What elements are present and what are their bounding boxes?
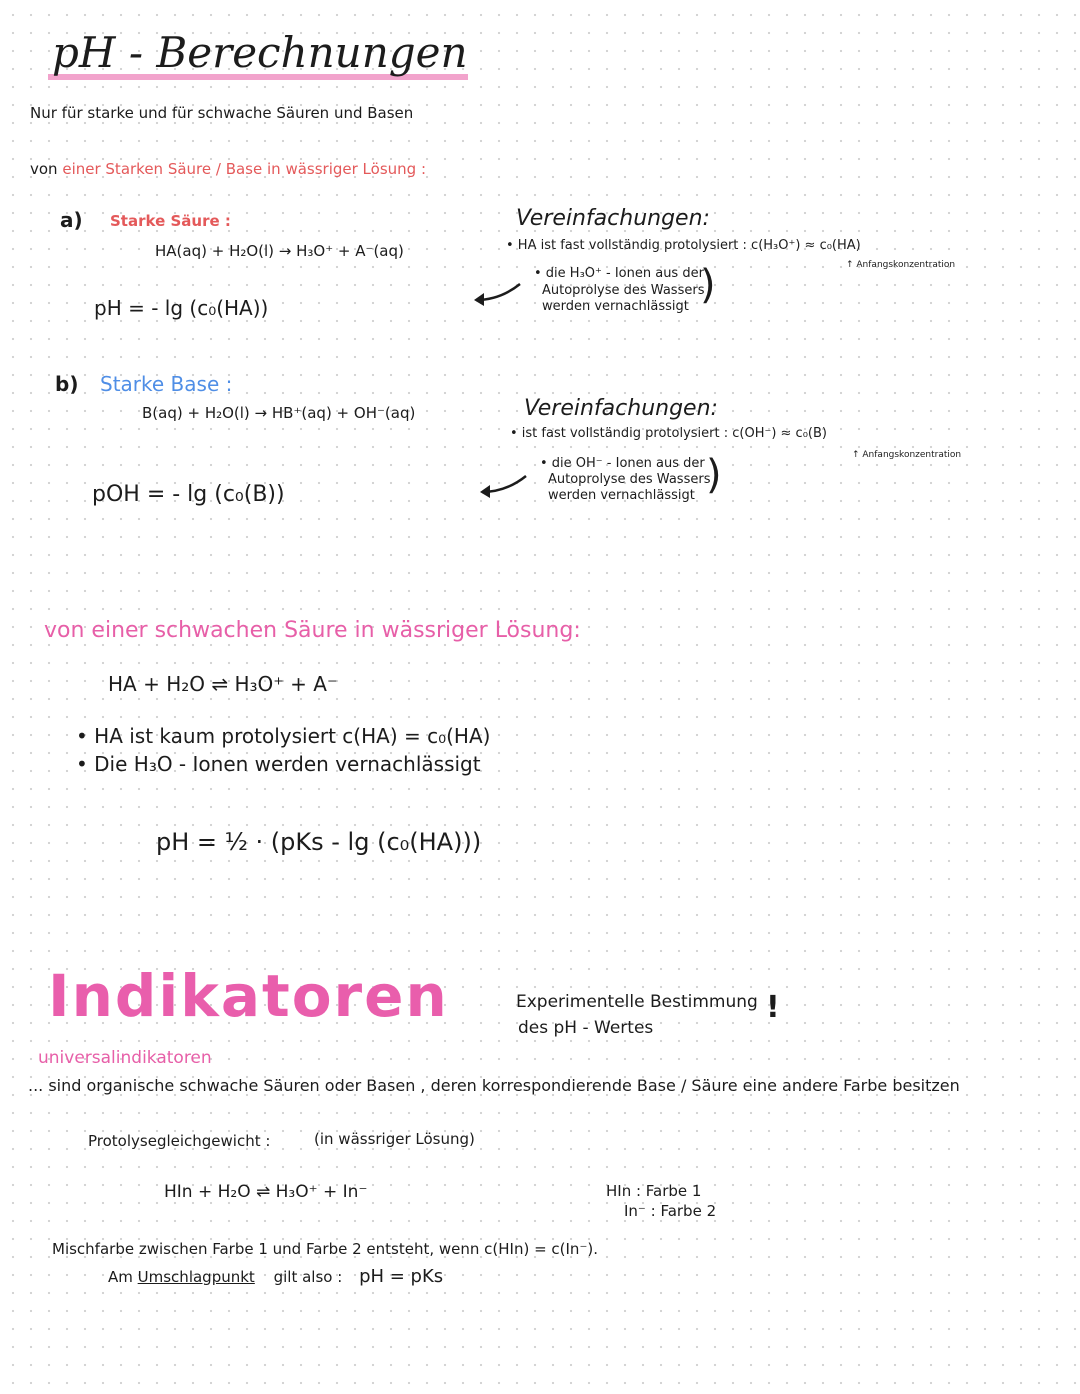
strong-acid-bullet2-line1: • die H₃O⁺ - Ionen aus der	[534, 266, 704, 281]
indicators-subheading: universalindikatoren	[38, 1048, 212, 1068]
strong-base-bullet2-line3: werden vernachlässigt	[548, 488, 695, 503]
curved-arrow-icon	[470, 278, 530, 308]
strong-acid-bracket: )	[700, 262, 716, 308]
strong-acid-marker: a)	[60, 208, 83, 232]
equilibrium-note: (in wässriger Lösung)	[314, 1130, 475, 1148]
strong-base-bullet1: • ist fast vollständig protolysiert : c(OH⁻) ≈ c₀(B)	[510, 426, 827, 441]
weak-acid-formula: pH = ½ · (pKs - lg (c₀(HA)))	[156, 828, 482, 856]
umschlag-word: Umschlagpunkt	[137, 1268, 255, 1286]
strong-acid-bullet2-line2: Autoprolyse des Wassers	[542, 283, 705, 298]
page-title: pH - Berechnungen	[52, 28, 468, 77]
strong-base-bracket: )	[706, 452, 722, 498]
strong-section-prefix: von	[30, 160, 58, 178]
strong-acid-bullet1: • HA ist fast vollständig protolysiert : c(H₃O⁺) ≈ c₀(HA)	[506, 238, 861, 253]
strong-acid-reaction: HA(aq) + H₂O(l) → H₃O⁺ + A⁻(aq)	[155, 242, 404, 260]
strong-section-label-colored: einer Starken Säure / Base in wässriger Lösung :	[62, 160, 426, 178]
weak-acid-reaction: HA + H₂O ⇌ H₃O⁺ + A⁻	[108, 672, 338, 696]
weak-acid-bullet1: • HA ist kaum protolysiert c(HA) = c₀(HA)	[76, 724, 491, 748]
umschlag-formula: pH = pKs	[359, 1266, 444, 1287]
strong-base-simplifications-title: Vereinfachungen:	[524, 396, 718, 421]
strong-base-heading: Starke Base :	[100, 372, 233, 396]
indicators-title: Indikatoren	[48, 962, 449, 1030]
strong-acid-simplifications-title: Vereinfachungen:	[516, 206, 710, 231]
equilibrium-label: Protolysegleichgewicht :	[88, 1132, 271, 1150]
weak-acid-bullet2: • Die H₃O - Ionen werden vernachlässigt	[76, 752, 481, 776]
page-subtitle: Nur für starke und für schwache Säuren und Basen	[30, 104, 414, 122]
strong-base-bullet2-line1: • die OH⁻ - Ionen aus der	[540, 456, 705, 471]
strong-base-formula: pOH = - lg (c₀(B))	[92, 482, 285, 507]
umschlag-line	[108, 1266, 443, 1287]
indicator-legend-line1: HIn : Farbe 1	[606, 1182, 702, 1200]
exclamation-icon: !	[766, 990, 780, 1025]
strong-acid-formula: pH = - lg (c₀(HA))	[94, 296, 269, 320]
strong-acid-bullet2-line3: werden vernachlässigt	[542, 299, 689, 314]
curved-arrow-icon	[476, 470, 536, 500]
strong-section-label	[30, 160, 426, 178]
indicator-legend-line2: In⁻ : Farbe 2	[624, 1202, 717, 1220]
umschlag-suffix: gilt also :	[273, 1268, 343, 1286]
indicators-definition: ... sind organische schwache Säuren oder Basen , deren korrespondierende Base / Säure eine andere Farbe besitzen	[28, 1076, 960, 1095]
strong-base-bullet1-note: ↑ Anfangskonzentration	[852, 450, 962, 460]
mix-color-line: Mischfarbe zwischen Farbe 1 und Farbe 2 entsteht, wenn c(HIn) = c(In⁻).	[52, 1240, 598, 1258]
indicators-side-line2: des pH - Wertes	[518, 1018, 654, 1038]
strong-base-bullet2-line2: Autoprolyse des Wassers	[548, 472, 711, 487]
umschlag-prefix: Am	[108, 1268, 133, 1286]
strong-base-marker: b)	[55, 372, 79, 396]
weak-section-label: von einer schwachen Säure in wässriger Lösung:	[44, 618, 581, 643]
strong-acid-heading: Starke Säure :	[110, 212, 231, 230]
indicators-side-line1: Experimentelle Bestimmung	[516, 992, 758, 1012]
indicator-reaction: HIn + H₂O ⇌ H₃O⁺ + In⁻	[164, 1182, 368, 1202]
strong-base-reaction: B(aq) + H₂O(l) → HB⁺(aq) + OH⁻(aq)	[142, 404, 416, 422]
strong-acid-bullet1-note: ↑ Anfangskonzentration	[846, 260, 956, 270]
